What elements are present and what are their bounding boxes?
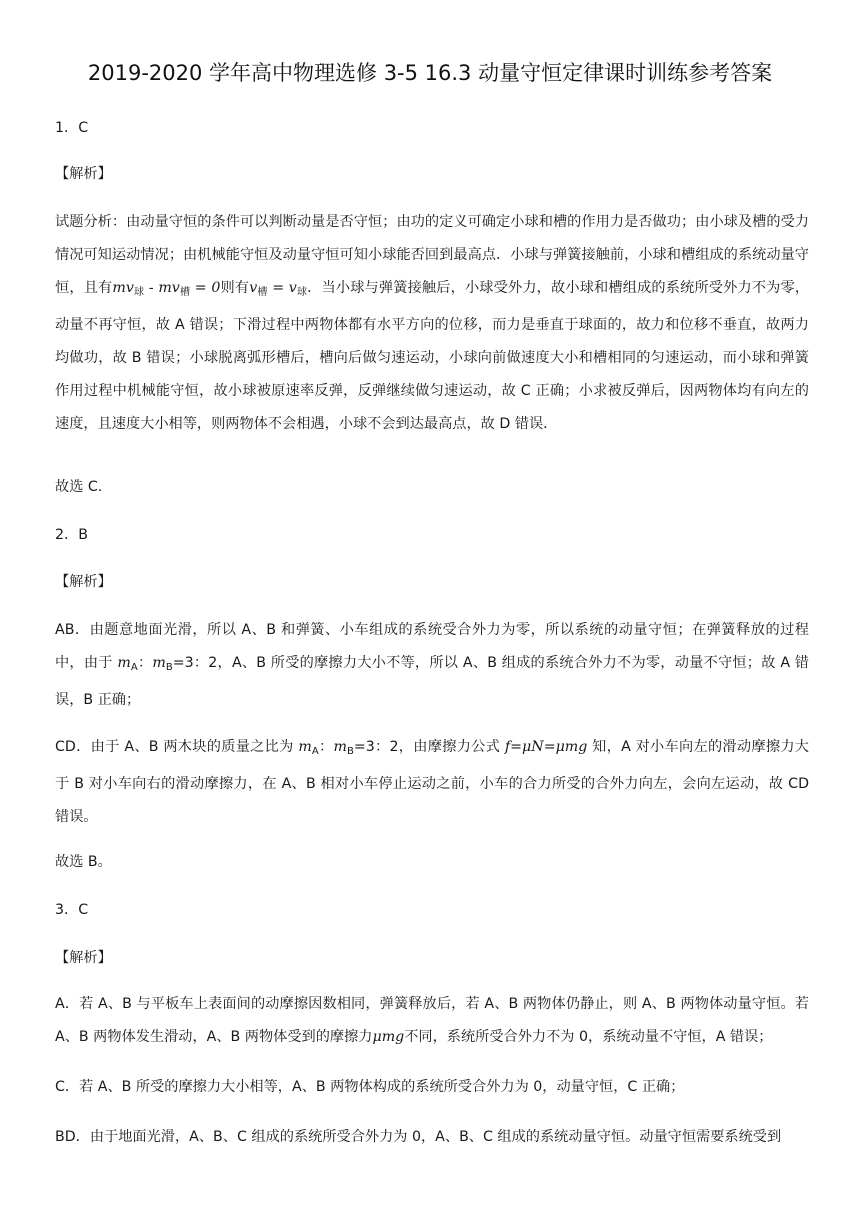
q1-analysis-text: [55, 206, 809, 441]
q3-c-paragraph: C．若 A、B 所受的摩擦力大小相等，A、B 两物体构成的系统所受合外力为 0，动量守恒，C 正确；: [55, 1079, 685, 1095]
page-title: 2019-2020 学年高中物理选修 3-5 16.3 动量守恒定律课时训练参考答案: [87, 61, 773, 85]
q2-answer: 2．B: [55, 527, 88, 543]
q2-ab-paragraph: AB．由题意地面光滑，所以 A、B 和弹簧、小车组成的系统受合外力为零，所以系统的动量守恒；在弹簧释放的过程中，由于 $m_A$：$m_B=3$：2，A、B 所受的摩擦力大小不等，所以 A、B 组成的系统合外力不为零，动量不守恒；故 A 错误，B 正确；: [55, 622, 809, 708]
q1-equation-2: $v_槽 = v_球$: [249, 280, 308, 298]
q1-answer: 1．C: [55, 120, 89, 136]
q2-cd-paragraph: CD．由于 A、B 两木块的质量之比为 $m_A$：$m_B=3$：2，由摩擦力公式 f=μN=μmg 知，A 对小车向左的滑动摩擦力大于 B 对小车向右的滑动摩擦力，在 A、B 相对小车停止运动之前，小车的合力所受的合外力向左，会向左运动，故 CD 错误。: [55, 739, 809, 825]
q2-friction-formula: f=μN=μmg: [504, 739, 588, 755]
q1-text-mid: 则有: [220, 280, 250, 296]
q1-conclusion: 故选 C.: [55, 479, 103, 495]
q3-a-paragraph: A．若 A、B 与平板车上表面间的动摩擦因数相同，弹簧释放后，若 A、B 两物体仍静止，则 A、B 两物体动量守恒。若 A、B 两物体发生滑动，A、B 两物体受到的摩擦力μmg不同，系统所受合外力不为 0，系统动量不守恒，A 错误；: [55, 996, 809, 1045]
q3-umg: μmg: [372, 1029, 405, 1045]
q3-answer: 3．C: [55, 902, 89, 918]
q1-analysis-label: 【解析】: [55, 166, 112, 182]
q1-equation-1: $mv_球 - mv_槽 = 0$: [112, 280, 221, 298]
q1-text-a: 试题分析：由动量守恒的条件可以判断动量是否守恒；由功的定义可确定小球和槽的作用力是否做功；由小球及槽的受力情况可知运动情况；由机械能守恒及动量守恒可知小球能否回到最高点．小球与弹簧接触前，小球和槽组成的系统动量守恒，且有: [55, 214, 809, 296]
q2-conclusion: 故选 B。: [55, 854, 112, 870]
q3-bd-paragraph: BD．由于地面光滑，A、B、C 组成的系统所受合外力为 0，A、B、C 组成的系统动量守恒。动量守恒需要系统受到: [55, 1129, 782, 1145]
q2-analysis-label: 【解析】: [55, 574, 112, 590]
q3-analysis-label: 【解析】: [55, 950, 112, 966]
q1-text-b: ．当小球与弹簧接触后，小球受外力，故小球和槽组成的系统所受外力不为零，动量不再守恒，故 A 错误；下滑过程中两物体都有水平方向的位移，而力是垂直于球面的，故力和位移不垂直，故两力均做功，故 B 错误；小球脱离弧形槽后，槽向后做匀速运动，小球向前做速度大小和槽相同的匀速运动，而小球和弹簧作用过程中机械能守恒，故小球被原速率反弹，反弹继续做匀速运动，故 C 正确；小求被反弹后，因两物体均有向左的速度，且速度大小相等，则两物体不会相遇，小球不会到达最高点，故 D 错误．: [55, 280, 810, 432]
